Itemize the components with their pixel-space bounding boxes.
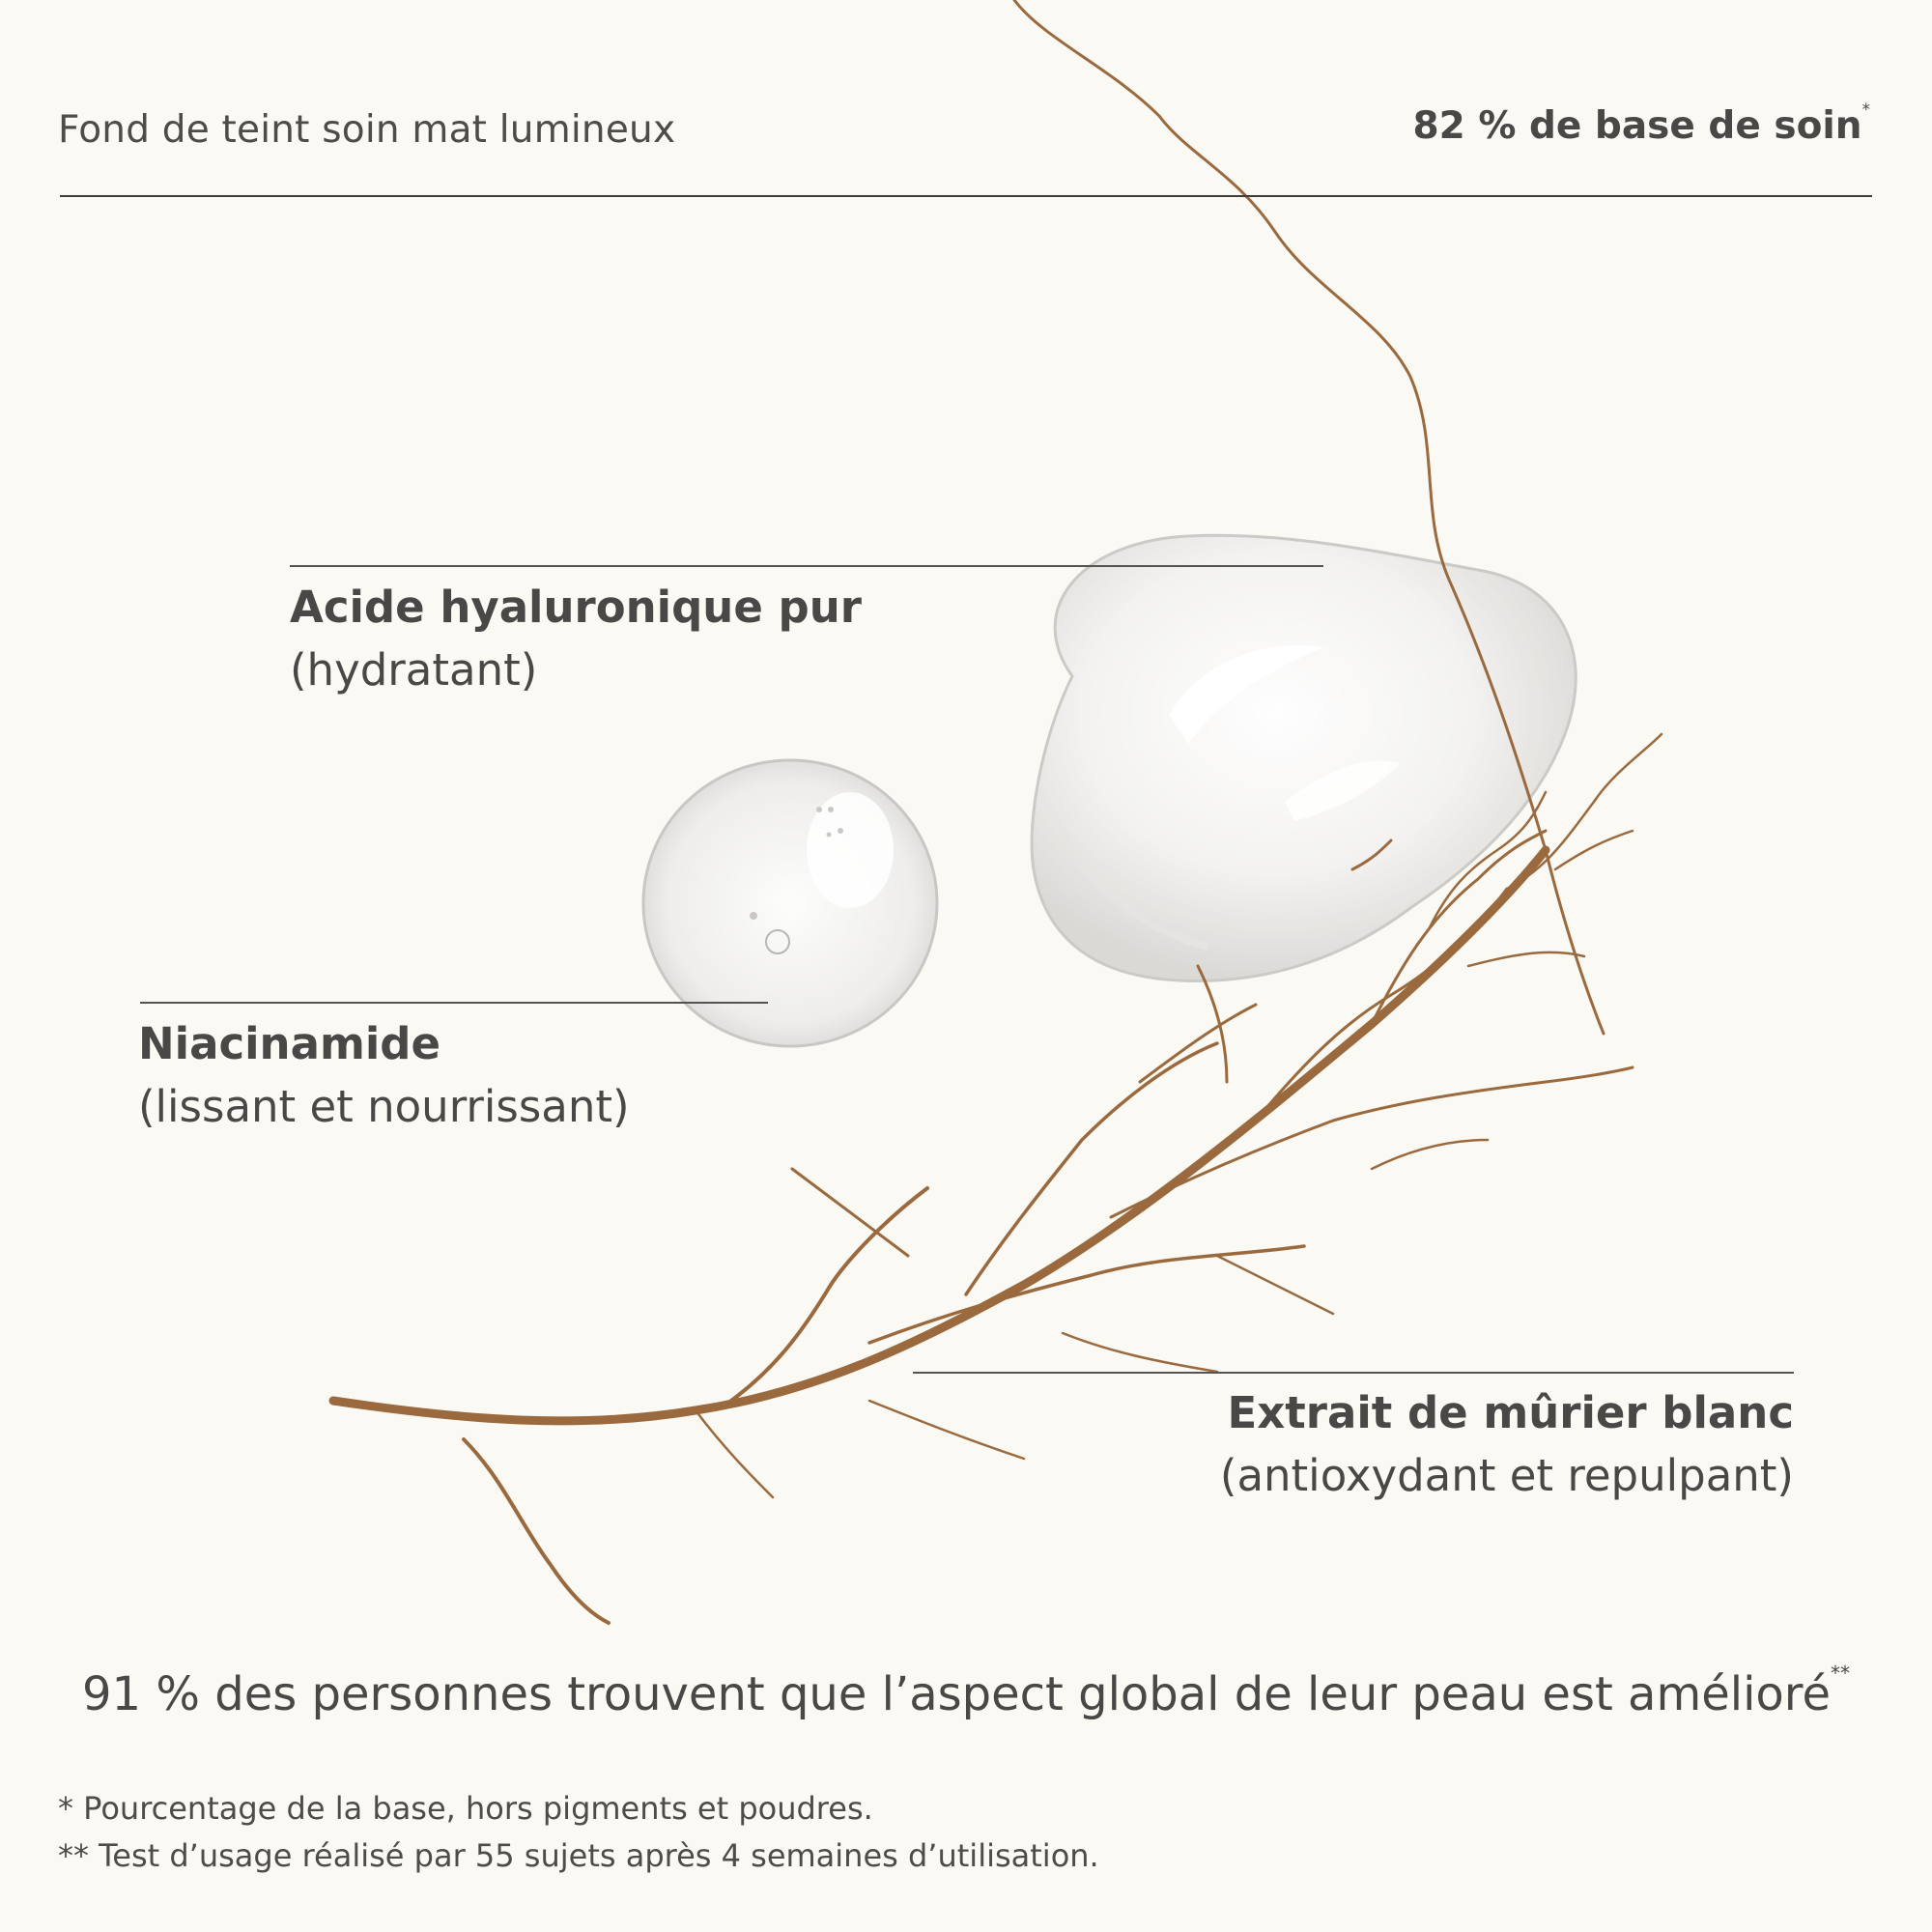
ingredient-name: Niacinamide xyxy=(138,1018,441,1069)
hyaluronic-leader-line xyxy=(290,565,1323,567)
ingredient-niacinamide xyxy=(138,1018,630,1132)
header-divider xyxy=(60,195,1872,197)
ingredient-benefit: (lissant et nourrissant) xyxy=(138,1081,630,1132)
stat-text: 91 % des personnes trouvent que l’aspect global de leur peau est amélioré xyxy=(82,1667,1831,1721)
niacinamide-leader-line xyxy=(140,1002,768,1004)
mulberry-leader-line xyxy=(913,1372,1794,1374)
base-claim xyxy=(1412,100,1870,148)
product-name: Fond de teint soin mat lumineux xyxy=(58,108,676,152)
stat-mark: ** xyxy=(1830,1662,1850,1685)
ingredient-benefit: (hydratant) xyxy=(290,644,538,696)
ingredient-hyaluronic xyxy=(290,582,862,696)
ingredient-name: Extrait de mûrier blanc xyxy=(1227,1387,1794,1438)
base-claim-mark: * xyxy=(1861,100,1870,120)
ingredient-name: Acide hyaluronique pur xyxy=(290,582,862,633)
ingredient-mulberry xyxy=(1220,1387,1794,1501)
footnote-1: * Pourcentage de la base, hors pigments et poudres. xyxy=(58,1790,873,1827)
ingredient-benefit: (antioxydant et repulpant) xyxy=(1219,1450,1794,1501)
niacinamide-drop xyxy=(643,760,937,1046)
consumer-test-stat xyxy=(0,1662,1932,1721)
footnote-2: ** Test d’usage réalisé par 55 sujets après 4 semaines d’utilisation. xyxy=(58,1837,1099,1874)
base-claim-text: 82 % de base de soin xyxy=(1412,104,1862,148)
